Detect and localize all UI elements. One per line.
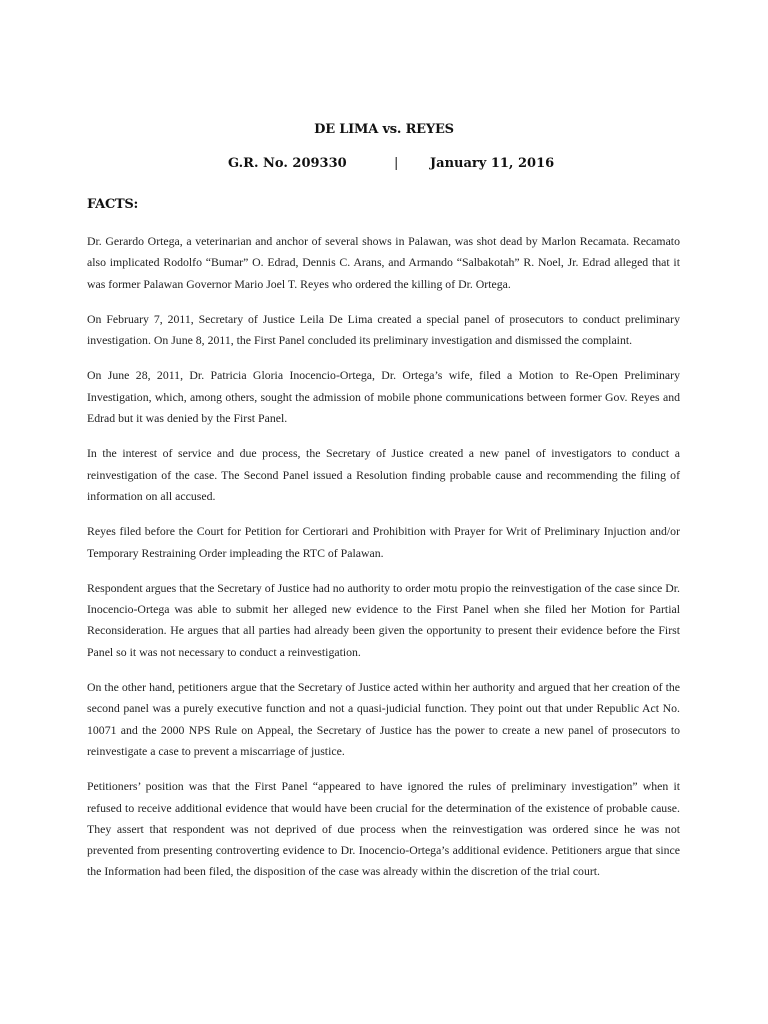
case-subtitle [0,156,768,174]
paragraph: In the interest of service and due process, the Secretary of Justice created a new panel of investigators to conduct a reinvestigation of the case. The Second Panel issued a Resolution finding probable cause and recommending the filing of information on all accused. [87,446,680,503]
paragraph: Respondent argues that the Secretary of Justice had no authority to order motu propio the reinvestigation of the case since Dr. Inocencio-Ortega was able to submit her alleged new evidence to the First Panel when she filed her Motion for Partial Reconsideration. He argues that all parties had already been given the opportunity to present their evidence before the First Panel so it was not necessary to conduct a reinvestigation. [87,580,680,659]
case-title: DE LIMA vs. REYES [314,122,454,137]
subtitle-separator: | [394,156,399,171]
paragraph: Reyes filed before the Court for Petition for Certiorari and Prohibition with Prayer for Writ of Preliminary Injuction and/or Temporary Restraining Order impleading the RTC of Palawan. [87,524,680,560]
paragraph: Petitioners’ position was that the First Panel “appeared to have ignored the rules of preliminary investigation” when it refused to receive additional evidence that would have been crucial for the determination of the existence of probable cause. They assert that respondent was not deprived of due process when the reinvestigation was ordered since he was not prevented from presenting controverting evidence to Dr. Inocencio-Ortega’s additional evidence. Petitioners argue that since the Information had been filed, the disposition of the case was already within the discretion of the trial court. [87,779,680,879]
facts-heading: FACTS: [87,197,138,212]
paragraph: On June 28, 2011, Dr. Patricia Gloria Inocencio-Ortega, Dr. Ortega’s wife, filed a Motion to Re-Open Preliminary Investigation, which, among others, sought the admission of mobile phone communications between former Gov. Reyes and Edrad but it was denied by the First Panel. [87,368,680,426]
paragraph: On February 7, 2011, Secretary of Justice Leila De Lima created a special panel of prosecutors to conduct preliminary investigation. On June 8, 2011, the First Panel concluded its preliminary investigation and dismissed the complaint. [87,311,680,348]
gr-number: G.R. No. 209330 [228,156,347,171]
paragraph: On the other hand, petitioners argue that the Secretary of Justice acted within her authority and argued that her creation of the second panel was a purely executive function and not a quasi-judicial function. They point out that under Republic Act No. 10071 and the 2000 NPS Rule on Appeal, the Secretary of Justice has the power to create a new panel of prosecutors to reinvestigate a case to prevent a miscarriage of justice. [87,680,680,758]
document-body [87,231,680,897]
decision-date: January 11, 2016 [430,156,555,171]
paragraph: Dr. Gerardo Ortega, a veterinarian and anchor of several shows in Palawan, was shot dead by Marlon Recamata. Recamato also implicated Rodolfo “Bumar” O. Edrad, Dennis C. Arans, and Armando “Salbakotah” R. Noel, Jr. Edrad alleged that it was former Palawan Governor Mario Joel T. Reyes who ordered the killing of Dr. Ortega. [87,234,680,291]
